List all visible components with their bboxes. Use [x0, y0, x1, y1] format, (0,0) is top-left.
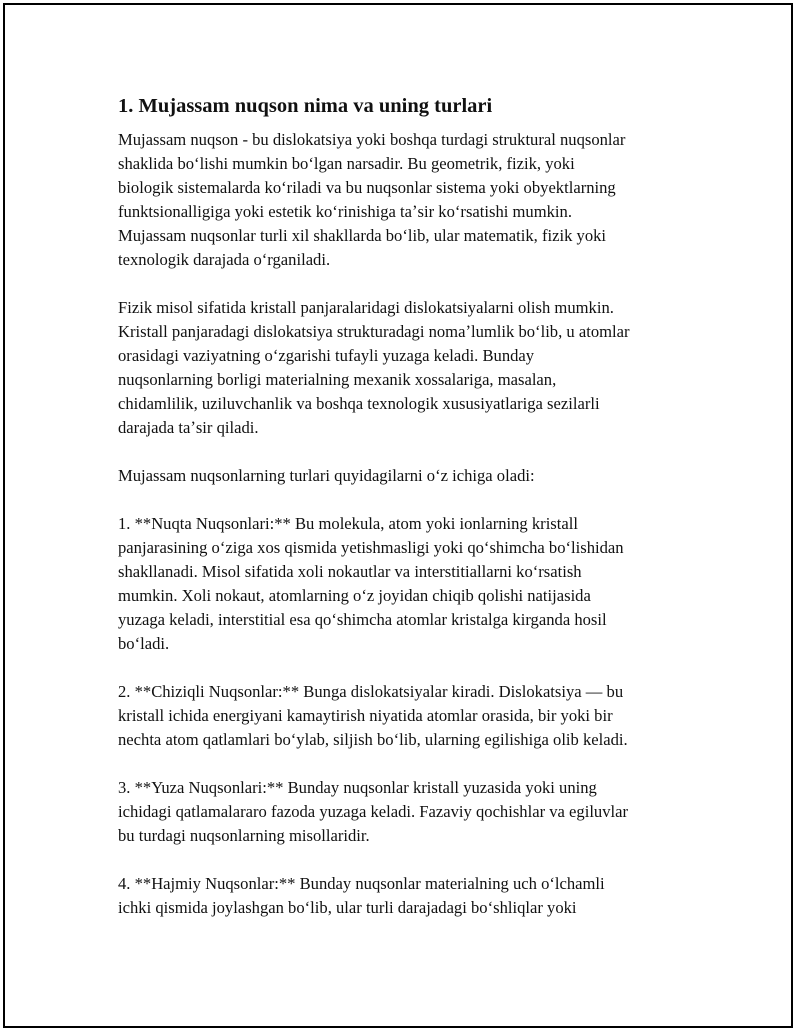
paragraph-definition: [118, 128, 698, 272]
text-line: panjarasining oʻziga xos qismida yetishmasligi yoki qoʻshimcha boʻlishidan: [118, 538, 624, 557]
text-line: Mujassam nuqsonlarning turlari quyidagilarni oʻz ichiga oladi:: [118, 466, 535, 485]
text-line: Fizik misol sifatida kristall panjaralaridagi dislokatsiyalarni olish mumkin.: [118, 298, 614, 317]
text-line: Mujassam nuqsonlar turli xil shakllarda boʻlib, ular matematik, fizik yoki: [118, 226, 607, 245]
text-line: orasidagi vaziyatning oʻzgarishi tufayli yuzaga keladi. Bunday: [118, 346, 535, 365]
text-line: funktsionalligiga yoki estetik koʻrinishiga taʼsir koʻrsatishi mumkin.: [118, 202, 572, 221]
text-line: ichidagi qatlamalararo fazoda yuzaga keladi. Fazaviy qochishlar va egiluvlar: [118, 802, 629, 821]
paragraph-volume-defects: [118, 872, 698, 920]
text-line: yuzaga keladi, interstitial esa qoʻshimcha atomlar kristalga kirganda hosil: [118, 610, 607, 629]
text-line: shakllanadi. Misol sifatida xoli nokautlar va interstitiallarni koʻrsatish: [118, 562, 582, 581]
paragraph-types-intro: [118, 464, 698, 488]
document-body: [118, 92, 698, 944]
text-line: 1. **Nuqta Nuqsonlari:** Bu molekula, atom yoki ionlarning kristall: [118, 514, 578, 533]
text-line: chidamlilik, uziluvchanlik va boshqa texnologik xususiyatlariga sezilarli: [118, 394, 600, 413]
text-line: darajada taʼsir qiladi.: [118, 418, 259, 437]
text-line: 3. **Yuza Nuqsonlari:** Bunday nuqsonlar kristall yuzasida yoki uning: [118, 778, 597, 797]
text-line: mumkin. Xoli nokaut, atomlarning oʻz joyidan chiqib qolishi natijasida: [118, 586, 591, 605]
text-line: shaklida boʻlishi mumkin boʻlgan narsadir. Bu geometrik, fizik, yoki: [118, 154, 575, 173]
text-line: boʻladi.: [118, 634, 170, 653]
paragraph-surface-defects: [118, 776, 698, 848]
text-line: nechta atom qatlamlari boʻylab, siljish boʻlib, ularning egilishiga olib keladi.: [118, 730, 628, 749]
paragraph-line-defects: [118, 680, 698, 752]
text-line: Kristall panjaradagi dislokatsiya strukturadagi nomaʼlumlik boʻlib, u atomlar: [118, 322, 630, 341]
text-line: 2. **Chiziqli Nuqsonlar:** Bunga dislokatsiyalar kiradi. Dislokatsiya — bu: [118, 682, 624, 701]
text-line: ichki qismida joylashgan boʻlib, ular turli darajadagi boʻshliqlar yoki: [118, 898, 577, 917]
text-line: biologik sistemalarda koʻriladi va bu nuqsonlar sistema yoki obyektlarning: [118, 178, 616, 197]
paragraph-physical-example: [118, 296, 698, 440]
text-line: texnologik darajada oʻrganiladi.: [118, 250, 331, 269]
section-heading: 1. Mujassam nuqson nima va uning turlari: [118, 95, 493, 117]
text-line: kristall ichida energiyani kamaytirish niyatida atomlar orasida, bir yoki bir: [118, 706, 613, 725]
text-line: bu turdagi nuqsonlarning misollaridir.: [118, 826, 370, 845]
text-line: Mujassam nuqson - bu dislokatsiya yoki boshqa turdagi struktural nuqsonlar: [118, 130, 626, 149]
text-line: 4. **Hajmiy Nuqsonlar:** Bunday nuqsonlar materialning uch oʻlchamli: [118, 874, 605, 893]
text-line: nuqsonlarning borligi materialning mexanik xossalariga, masalan,: [118, 370, 557, 389]
paragraph-point-defects: [118, 512, 698, 656]
